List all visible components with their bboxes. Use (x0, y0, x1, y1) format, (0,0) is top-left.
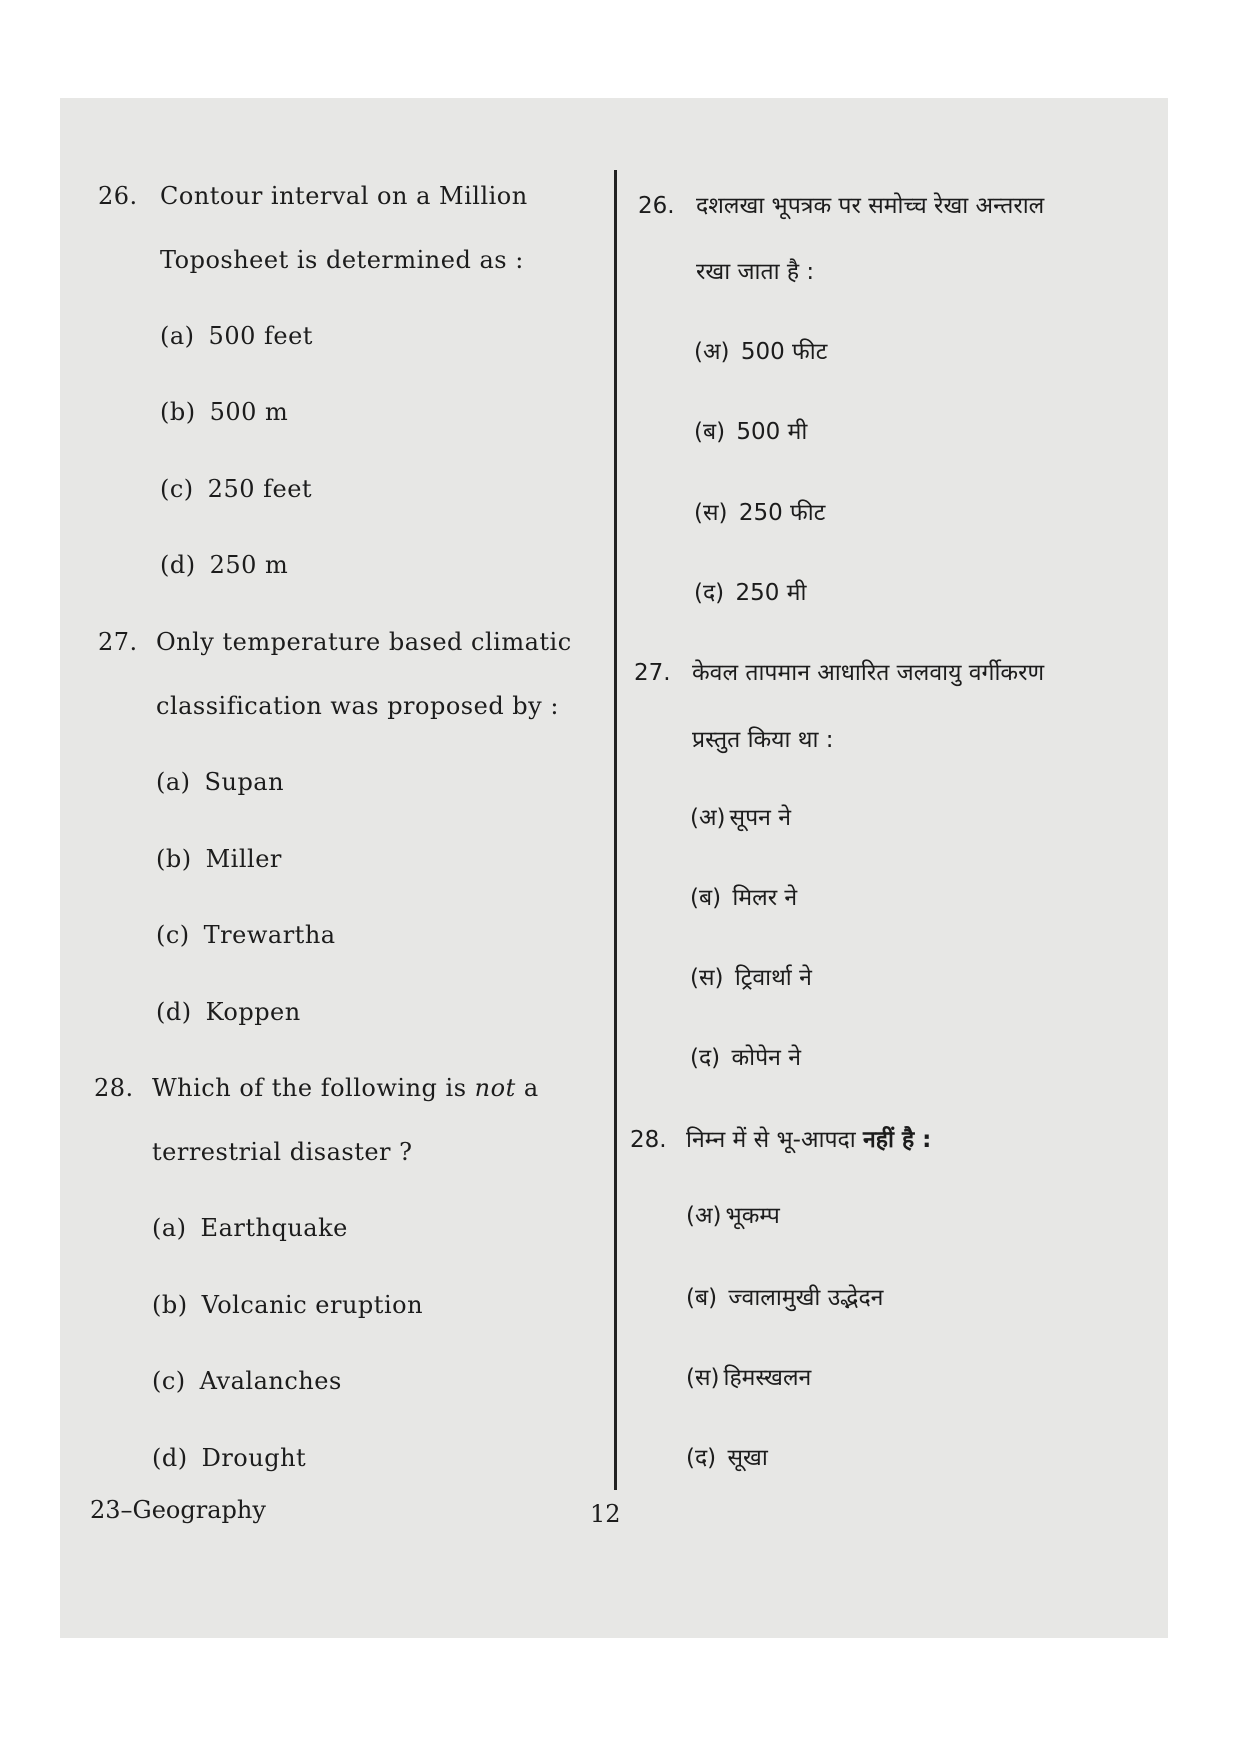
question-26-stem-line2-hindi: रखा जाता है : (696, 259, 815, 285)
option-c: (c) Avalanches (152, 1367, 342, 1395)
question-text: दशलखा भूपत्रक पर समोच्च रेखा अन्तराल (696, 193, 1045, 219)
question-27-stem-line2: classification was proposed by : (156, 692, 559, 720)
question-number: 26. (638, 193, 675, 219)
option-a-hindi: (अ) 500 फीट (694, 339, 828, 365)
option-b: (b) 500 m (160, 398, 289, 426)
option-b-hindi: (ब) मिलर ने (690, 885, 798, 911)
question-26-stem (98, 182, 528, 210)
question-number: 28. (630, 1127, 667, 1153)
page-number: 12 (590, 1500, 621, 1528)
question-26-stem-line2: Toposheet is determined as : (160, 246, 524, 274)
option-b: (b) Volcanic eruption (152, 1291, 424, 1319)
option-a-hindi: (अ) सूपन ने (690, 805, 791, 831)
option-d: (d) Drought (152, 1444, 307, 1472)
question-text: केवल तापमान आधारित जलवायु वर्गीकरण (692, 660, 1045, 686)
question-number: 26. (98, 182, 138, 210)
question-text: Only temperature based climatic (156, 628, 572, 656)
question-28-stem-hindi: 28. निम्न में से भू-आपदा नहीं है : (630, 1127, 932, 1153)
question-26-stem-hindi (638, 188, 1044, 220)
option-c-hindi: (स) ट्रिवार्था ने (690, 965, 812, 991)
option-a-hindi: (अ) भूकम्प (686, 1203, 780, 1229)
option-b-hindi: (ब) ज्वालामुखी उद्भेदन (686, 1285, 884, 1311)
question-number: 28. (94, 1074, 134, 1102)
question-27-stem-line2-hindi: प्रस्तुत किया था : (692, 727, 834, 753)
question-28-stem: 28. Which of the following is not a (94, 1074, 539, 1102)
footer-subject: 23–Geography (90, 1496, 266, 1524)
option-a: (a) 500 feet (160, 322, 313, 350)
option-c-hindi: (स) हिमस्खलन (686, 1365, 812, 1391)
option-a: (a) Earthquake (152, 1214, 348, 1242)
option-d-hindi: (द) 250 मी (694, 580, 807, 606)
option-c: (c) 250 feet (160, 475, 313, 503)
option-c-hindi: (स) 250 फीट (694, 500, 826, 526)
question-number: 27. (634, 660, 671, 686)
option-d-hindi: (द) कोपेन ने (690, 1045, 802, 1071)
option-b-hindi: (ब) 500 मी (694, 419, 808, 445)
question-27-stem-hindi (634, 655, 1044, 687)
question-28-stem-line2: terrestrial disaster ? (152, 1138, 413, 1166)
option-d-hindi: (द) सूखा (686, 1445, 768, 1471)
option-c: (c) Trewartha (156, 921, 336, 949)
option-d: (d) Koppen (156, 998, 301, 1026)
option-a: (a) Supan (156, 768, 285, 796)
question-27-stem (98, 628, 572, 656)
question-number: 27. (98, 628, 138, 656)
question-text: Contour interval on a Million (160, 182, 528, 210)
column-divider (614, 170, 617, 1490)
option-d: (d) 250 m (160, 551, 289, 579)
option-b: (b) Miller (156, 845, 282, 873)
